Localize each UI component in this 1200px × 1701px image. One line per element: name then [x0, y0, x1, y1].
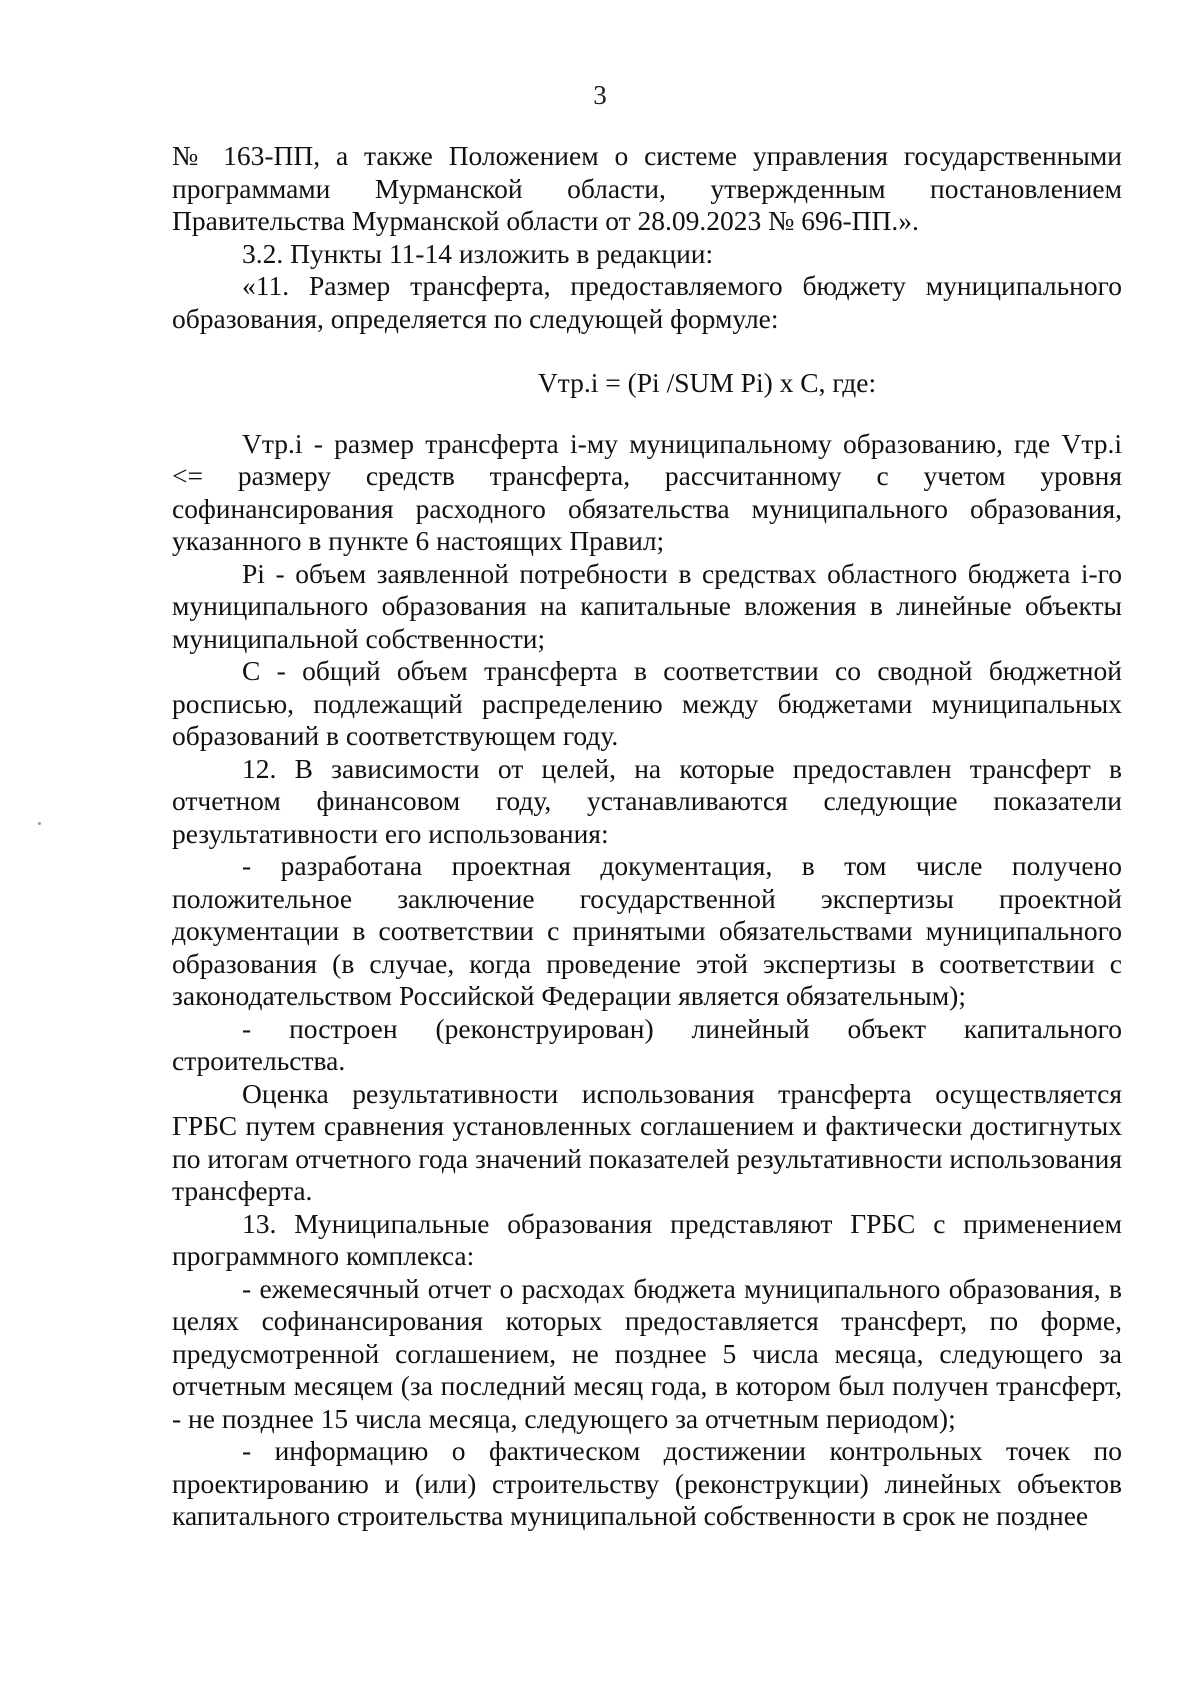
paragraph: № 163-ПП, а также Положением о системе управления государственными программами Мурманской области, утвержденным постановлением Правительства Мурманской области от 28.09.2023 № 696-ПП.».	[172, 140, 1122, 236]
paragraph: 13. Муниципальные образования представляют ГРБС с применением программного комплекса:	[172, 1207, 1122, 1271]
paragraph: Оценка результативности использования трансферта осуществляется ГРБС путем сравнения установленных соглашением и фактически достигнутых по итогам отчетного года значений показателей результативности использования трансферта.	[172, 1077, 1122, 1206]
paragraph: Pi - объем заявленной потребности в средствах областного бюджета i-го муниципального образования на капитальные вложения в линейные объекты муниципальной собственности;	[172, 557, 1122, 654]
document-body	[172, 140, 1122, 1533]
formula: Vтр.i = (Pi /SUM Pi) x C, где:	[537, 367, 877, 398]
paragraph: 3.2. Пункты 11-14 изложить в редакции:	[242, 237, 714, 269]
paragraph: - ежемесячный отчет о расходах бюджета муниципального образования, в целях софинансирования которых предоставляется трансферт, по форме, предусмотренной соглашением, не позднее 5 числа месяца, следующего за отчетным месяцем (за последний месяц года, в котором был получен трансферт, - не позднее 15 числа месяца, следующего за отчетным периодом);	[172, 1272, 1122, 1434]
paragraph: Vтр.i - размер трансферта i-му муниципальному образованию, где Vтр.i <= размеру средств трансферта, рассчитанному с учетом уровня софинансирования расходного обязательства муниципального образования, указанного в пункте 6 настоящих Правил;	[172, 427, 1122, 556]
scan-speck	[38, 822, 41, 825]
paragraph: C - общий объем трансферта в соответствии со сводной бюджетной росписью, подлежащий распределению между бюджетами муниципальных образований в соответствующем году.	[172, 655, 1122, 751]
paragraph: «11. Размер трансферта, предоставляемого бюджету муниципального образования, определяется по следующей формуле:	[172, 270, 1122, 334]
paragraph: - разработана проектная документация, в том числе получено положительное заключение государственной экспертизы проектной документации в соответствии с принятыми обязательствами муниципального образования (в случае, когда проведение этой экспертизы в соответствии с законодательством Российской Федерации является обязательным);	[172, 850, 1122, 1011]
paragraph: - информацию о фактическом достижении контрольных точек по проектированию и (или) строительству (реконструкции) линейных объектов капитального строительства муниципальной собственности в срок не позднее	[172, 1435, 1122, 1531]
paragraph: 12. В зависимости от целей, на которые предоставлен трансферт в отчетном финансовом году, устанавливаются следующие показатели результативности его использования:	[172, 752, 1122, 849]
paragraph: - построен (реконструирован) линейный объект капитального строительства.	[172, 1012, 1122, 1076]
page-number: 3	[593, 80, 607, 110]
